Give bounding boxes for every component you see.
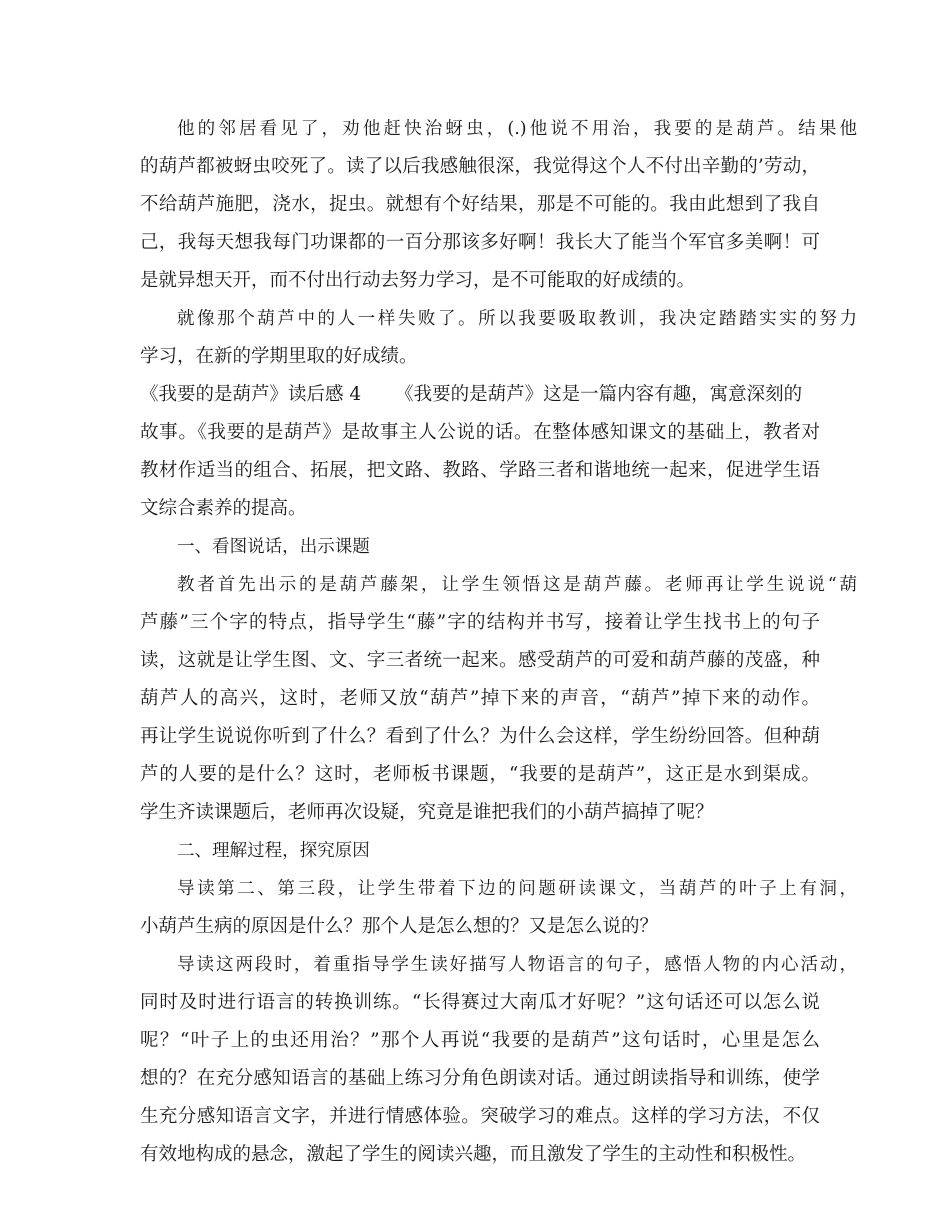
text-line: 有效地构成的悬念，激起了学生的阅读兴趣，而且激发了学生的主动性和积极性。 xyxy=(140,1144,807,1165)
text-line: 导读这两段时，着重指导学生读好描写人物语言的句子，感悟人物的内心活动， xyxy=(177,955,857,975)
text-line: 就像那个葫芦中的人一样失败了。所以我要吸取教训，我决定踏踏实实的努力 xyxy=(177,309,857,329)
text-line: 文综合素养的提高。 xyxy=(140,498,307,519)
text-line: 同时及时进行语言的转换训练。“长得赛过大南瓜才好呢？”这句话还可以怎么说 xyxy=(140,992,820,1013)
text-line: 生充分感知语言文字，并进行情感体验。突破学习的难点。这样的学习方法，不仅 xyxy=(140,1106,820,1127)
text-line: 呢？“叶子上的虫还用治？”那个人再说“我要的是葫芦”这句话时，心里是怎么 xyxy=(140,1030,820,1051)
text-line: 学习，在新的学期里取的好成绩。 xyxy=(140,346,418,367)
text-line: 故事。《我要的是葫芦》是故事主人公说的话。在整体感知课文的基础上，教者对 xyxy=(140,422,820,443)
text-line: 再让学生说说你听到了什么？看到了什么？为什么会这样，学生纷纷回答。但种葫 xyxy=(140,726,820,747)
text-line: 是就异想天开，而不付出行动去努力学习，是不可能取的好成绩的。 xyxy=(140,270,696,291)
text-line: 想的？在充分感知语言的基础上练习分角色朗读对话。通过朗读指导和训练，使学 xyxy=(140,1068,820,1089)
text-line: 己，我每天想我每门功课都的一百分那该多好啊！我长大了能当个军官多美啊！可 xyxy=(140,232,820,253)
text-line: 学生齐读课题后，老师再次设疑，究竟是谁把我们的小葫芦搞掉了呢？ xyxy=(140,802,714,823)
text-line: 导读第二、第三段，让学生带着下边的问题研读课文，当葫芦的叶子上有洞， xyxy=(177,879,857,899)
text-line: 的葫芦都被蚜虫咬死了。读了以后我感触很深，我觉得这个人不付出辛勤的’劳动， xyxy=(140,156,820,177)
text-line: 《我要的是葫芦》这是一篇内容有趣，寓意深刻的 xyxy=(395,384,803,405)
text-line: 芦藤”三个字的特点，指导学生“藤”字的结构并书写，接着让学生找书上的句子 xyxy=(140,612,820,633)
text-line: 教材作适当的组合、拓展，把文路、教路、学路三者和谐地统一起来，促进学生语 xyxy=(140,460,820,481)
text-line: 小葫芦生病的原因是什么？那个人是怎么想的？又是怎么说的？ xyxy=(140,916,659,937)
text-line: 葫芦人的高兴，这时，老师又放“葫芦”掉下来的声音，“葫芦”掉下来的动作。 xyxy=(140,688,820,709)
essay-heading: 《我要的是葫芦》读后感 4 xyxy=(140,384,362,405)
text-line: 他的邻居看见了，劝他赶快治蚜虫，(.)他说不用治，我要的是葫芦。结果他 xyxy=(177,119,857,139)
text-line: 读，这就是让学生图、文、字三者统一起来。感受葫芦的可爱和葫芦藤的茂盛，种 xyxy=(140,650,820,671)
section-heading: 二、理解过程，探究原因 xyxy=(177,841,370,861)
text-line: 芦的人要的是什么？这时，老师板书课题，“我要的是葫芦”，这正是水到渠成。 xyxy=(140,764,820,785)
section-heading: 一、看图说话，出示课题 xyxy=(177,537,370,557)
text-line: 不给葫芦施肥，浇水，捉虫。就想有个好结果，那是不可能的。我由此想到了我自 xyxy=(140,194,820,215)
heading-line xyxy=(140,383,820,407)
text-line: 教者首先出示的是葫芦藤架，让学生领悟这是葫芦藤。老师再让学生说说“葫 xyxy=(177,575,857,595)
